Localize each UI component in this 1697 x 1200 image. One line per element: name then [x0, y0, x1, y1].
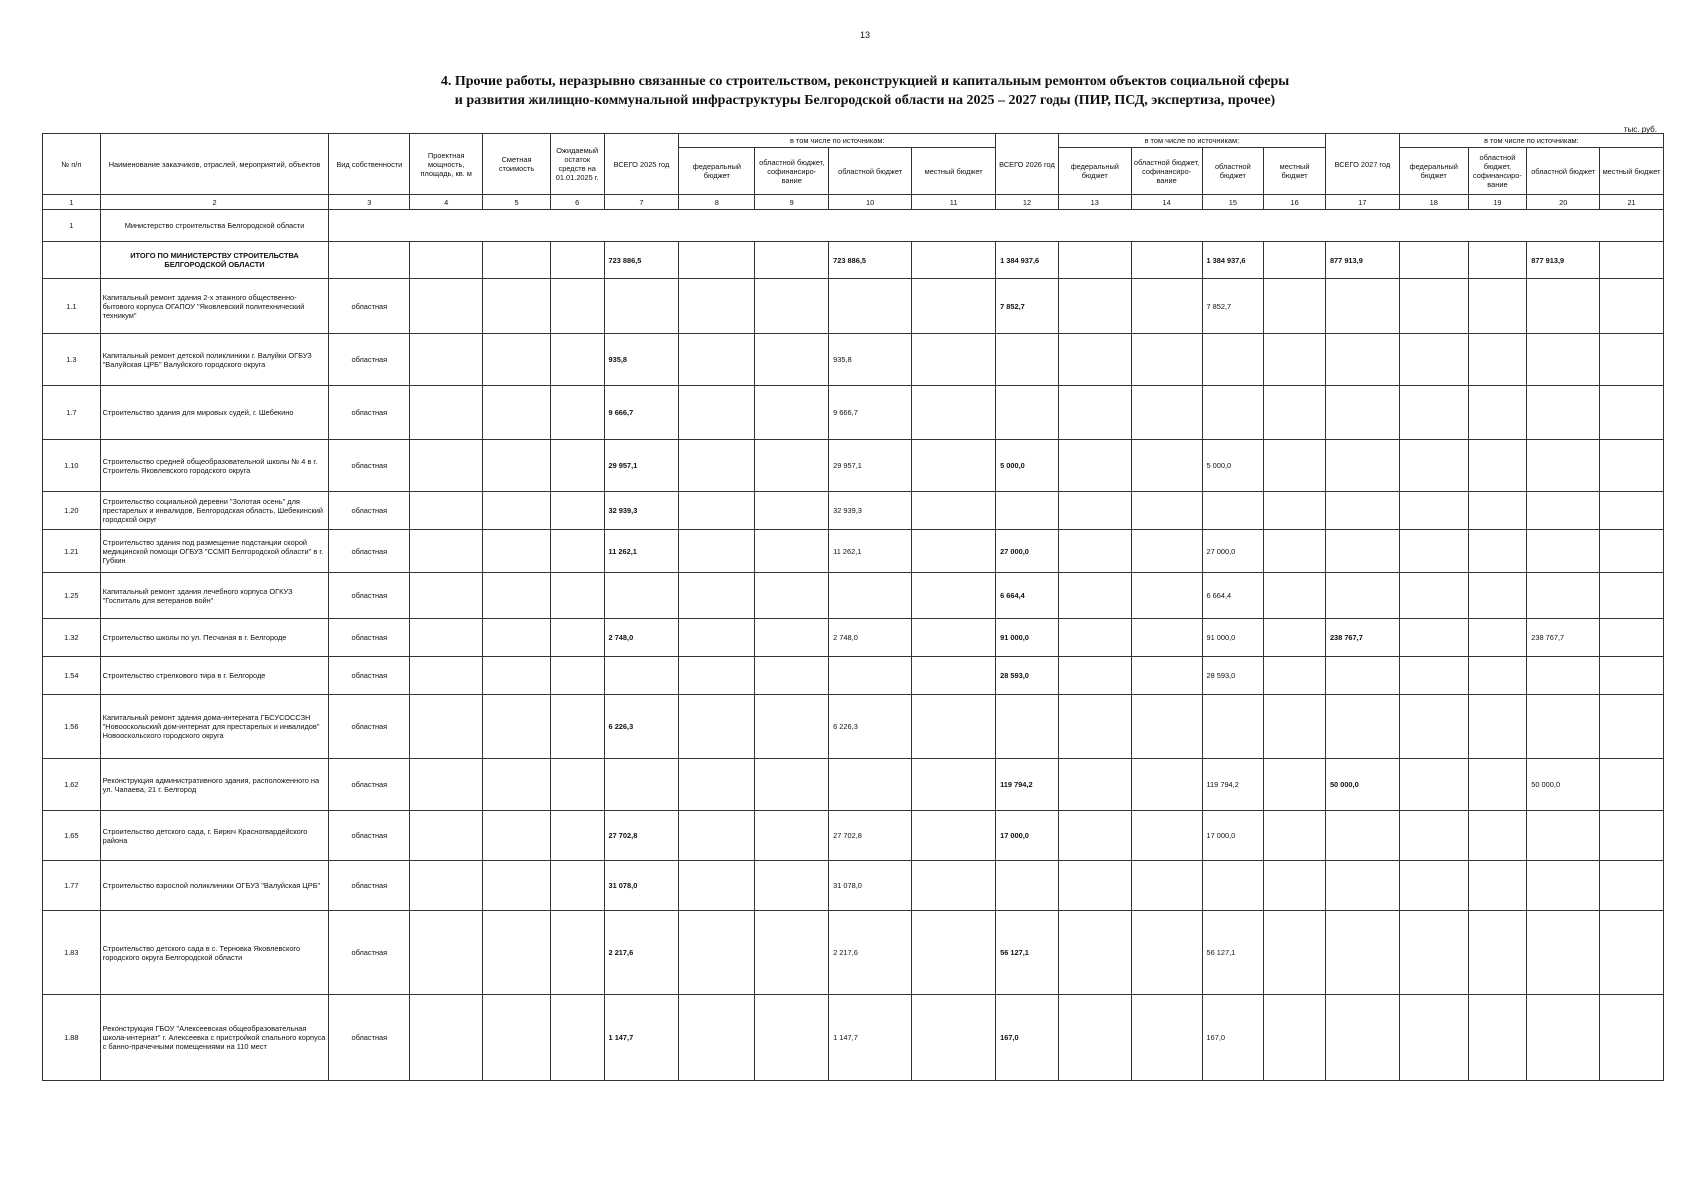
row-total-2026	[996, 386, 1059, 440]
header-cofin: областной бюджет, софинансиро-вание	[755, 148, 829, 195]
row-number: 1.62	[43, 759, 101, 811]
row-number: 1.83	[43, 911, 101, 995]
row-regional-2027	[1527, 492, 1600, 530]
row-regional-2026: 17 000,0	[1202, 811, 1264, 861]
row-regional-2025: 29 957,1	[829, 440, 912, 492]
ministry-empty	[329, 210, 1664, 242]
row-regional-2025: 2 217,6	[829, 911, 912, 995]
column-number: 9	[755, 195, 829, 210]
row-ownership: областная	[329, 695, 410, 759]
ministry-name: Министерство строительства Белгородской области	[100, 210, 329, 242]
column-number: 13	[1058, 195, 1131, 210]
table-body	[43, 195, 1664, 1081]
row-name: Капитальный ремонт здания 2-х этажного общественно-бытового корпуса ОГАПОУ "Яковлевский политехнический техникум"	[100, 279, 329, 334]
title-line-1: 4. Прочие работы, неразрывно связанные со строительством, реконструкцией и капитальным ремонтом объектов социальной сферы	[440, 74, 1290, 89]
row-total-2025: 2 748,0	[604, 619, 679, 657]
row-number: 1.7	[43, 386, 101, 440]
row-regional-2025: 9 666,7	[829, 386, 912, 440]
row-total-2026: 27 000,0	[996, 530, 1059, 573]
row-regional-2025: 11 262,1	[829, 530, 912, 573]
row-name: Капитальный ремонт здания лечебного корпуса ОГКУЗ "Госпиталь для ветеранов войн"	[100, 573, 329, 619]
row-regional-2027: 238 767,7	[1527, 619, 1600, 657]
row-total-2025: 11 262,1	[604, 530, 679, 573]
header-total-2027: ВСЕГО 2027 год	[1325, 134, 1399, 195]
row-total-2027: 238 767,7	[1325, 619, 1399, 657]
row-regional-2027	[1527, 440, 1600, 492]
column-number: 15	[1202, 195, 1264, 210]
table-row	[43, 995, 1664, 1081]
header-balance: Ожидаемый остаток средств на 01.01.2025 г.	[550, 134, 604, 195]
row-number: 1.20	[43, 492, 101, 530]
column-number: 8	[679, 195, 755, 210]
column-number: 10	[829, 195, 912, 210]
column-number: 17	[1325, 195, 1399, 210]
row-regional-2027	[1527, 811, 1600, 861]
row-regional-2025: 6 226,3	[829, 695, 912, 759]
page-title	[0, 72, 1697, 110]
row-total-2025: 935,8	[604, 334, 679, 386]
column-number-row	[43, 195, 1664, 210]
row-number: 1.56	[43, 695, 101, 759]
budget-table	[42, 133, 1664, 1081]
row-ownership: областная	[329, 279, 410, 334]
column-number: 19	[1468, 195, 1527, 210]
row-total-2025: 6 226,3	[604, 695, 679, 759]
table-row	[43, 619, 1664, 657]
row-total-2025: 32 939,3	[604, 492, 679, 530]
header-federal: федеральный бюджет	[1058, 148, 1131, 195]
row-total-2027	[1325, 811, 1399, 861]
row-regional-2027	[1527, 911, 1600, 995]
row-number: 1.10	[43, 440, 101, 492]
row-name: Капитальный ремонт детской поликлиники г. Валуйки ОГБУЗ "Валуйская ЦРБ" Валуйского городского округа	[100, 334, 329, 386]
header-local: местный бюджет	[912, 148, 996, 195]
title-line-2: и развития жилищно-коммунальной инфраструктуры Белгородской области на 2025 – 2027 годы (ПИР, ПСД, экспертиза, прочее)	[454, 93, 1276, 108]
row-total-2027	[1325, 530, 1399, 573]
row-regional-2027	[1527, 279, 1600, 334]
row-name: Капитальный ремонт здания дома-интерната ГБСУСОССЗН "Новооскольский дом-интернат для престарелых и инвалидов" Новооскольского городского округа	[100, 695, 329, 759]
total-2026-regional: 1 384 937,6	[1202, 242, 1264, 279]
row-regional-2025: 1 147,7	[829, 995, 912, 1081]
row-total-2026	[996, 492, 1059, 530]
header-ownership: Вид собственности	[329, 134, 410, 195]
row-total-2025	[604, 573, 679, 619]
row-total-2027: 50 000,0	[1325, 759, 1399, 811]
row-total-2027	[1325, 695, 1399, 759]
row-total-2025: 29 957,1	[604, 440, 679, 492]
row-total-2026: 6 664,4	[996, 573, 1059, 619]
row-regional-2026: 119 794,2	[1202, 759, 1264, 811]
table-row	[43, 334, 1664, 386]
table-row	[43, 573, 1664, 619]
row-total-2026	[996, 861, 1059, 911]
header-regional: областной бюджет	[1202, 148, 1264, 195]
row-regional-2026: 6 664,4	[1202, 573, 1264, 619]
row-total-2026: 56 127,1	[996, 911, 1059, 995]
row-name: Строительство детского сада в с. Терновка Яковлевского городского округа Белгородской области	[100, 911, 329, 995]
row-total-2027	[1325, 386, 1399, 440]
table-row	[43, 811, 1664, 861]
column-number: 4	[410, 195, 483, 210]
ministry-no: 1	[43, 210, 101, 242]
header-sources-2025: в том числе по источникам:	[679, 134, 996, 148]
row-total-2026	[996, 334, 1059, 386]
row-total-2025: 31 078,0	[604, 861, 679, 911]
row-name: Строительство средней общеобразовательной школы № 4 в г. Строитель Яковлевского городского округа	[100, 440, 329, 492]
row-regional-2025	[829, 573, 912, 619]
row-number: 1.32	[43, 619, 101, 657]
row-regional-2025: 31 078,0	[829, 861, 912, 911]
row-regional-2026: 91 000,0	[1202, 619, 1264, 657]
row-name: Строительство здания под размещение подстанции скорой медицинской помощи ОГБУЗ "ССМП Белгородской области" в г. Губкин	[100, 530, 329, 573]
header-regional: областной бюджет	[829, 148, 912, 195]
row-number: 1.25	[43, 573, 101, 619]
row-ownership: областная	[329, 911, 410, 995]
row-regional-2026: 56 127,1	[1202, 911, 1264, 995]
column-number: 1	[43, 195, 101, 210]
row-ownership: областная	[329, 657, 410, 695]
table-row	[43, 440, 1664, 492]
row-total-2026: 119 794,2	[996, 759, 1059, 811]
row-total-2025: 27 702,8	[604, 811, 679, 861]
row-total-2025	[604, 279, 679, 334]
row-regional-2027	[1527, 861, 1600, 911]
row-regional-2025: 2 748,0	[829, 619, 912, 657]
row-name: Строительство школы по ул. Песчаная в г. Белгороде	[100, 619, 329, 657]
row-name: Строительство стрелкового тира в г. Белгороде	[100, 657, 329, 695]
column-number: 7	[604, 195, 679, 210]
header-local: местный бюджет	[1264, 148, 1326, 195]
row-total-2027	[1325, 861, 1399, 911]
row-regional-2025	[829, 279, 912, 334]
column-number: 21	[1600, 195, 1664, 210]
header-estimate: Сметная стоимость	[483, 134, 551, 195]
column-number: 6	[550, 195, 604, 210]
row-ownership: областная	[329, 619, 410, 657]
row-name: Реконструкция административного здания, расположенного на ул. Чапаева, 21 г. Белгород	[100, 759, 329, 811]
row-regional-2027	[1527, 695, 1600, 759]
column-number: 16	[1264, 195, 1326, 210]
row-total-2026: 7 852,7	[996, 279, 1059, 334]
row-regional-2027	[1527, 334, 1600, 386]
row-ownership: областная	[329, 334, 410, 386]
row-total-2025	[604, 759, 679, 811]
row-total-2026: 91 000,0	[996, 619, 1059, 657]
row-regional-2027	[1527, 657, 1600, 695]
row-regional-2026: 5 000,0	[1202, 440, 1264, 492]
total-2025: 723 886,5	[604, 242, 679, 279]
table-row	[43, 386, 1664, 440]
row-total-2026: 28 593,0	[996, 657, 1059, 695]
header-name: Наименование заказчиков, отраслей, мероприятий, объектов	[100, 134, 329, 195]
row-name: Строительство социальной деревни "Золотая осень" для престарелых и инвалидов, Белгородская область, Шебекинский городской округ	[100, 492, 329, 530]
total-2027: 877 913,9	[1325, 242, 1399, 279]
column-number: 20	[1527, 195, 1600, 210]
row-total-2026	[996, 695, 1059, 759]
row-number: 1.88	[43, 995, 101, 1081]
row-number: 1.54	[43, 657, 101, 695]
row-total-2025	[604, 657, 679, 695]
row-total-2025: 2 217,6	[604, 911, 679, 995]
row-total-2027	[1325, 334, 1399, 386]
header-total-2026: ВСЕГО 2026 год	[996, 134, 1059, 195]
row-ownership: областная	[329, 861, 410, 911]
header-regional: областной бюджет	[1527, 148, 1600, 195]
row-ownership: областная	[329, 530, 410, 573]
row-total-2026: 17 000,0	[996, 811, 1059, 861]
row-regional-2027	[1527, 386, 1600, 440]
row-regional-2026	[1202, 386, 1264, 440]
row-total-2027	[1325, 279, 1399, 334]
header-local: местный бюджет	[1600, 148, 1664, 195]
row-regional-2027	[1527, 530, 1600, 573]
row-total-2026: 167,0	[996, 995, 1059, 1081]
row-name: Реконструкция ГБОУ "Алексеевская общеобразовательная школа-интернат" г. Алексеевка с пристройкой спального корпуса с банно-прачечными помещениями на 110 мест	[100, 995, 329, 1081]
row-ownership: областная	[329, 573, 410, 619]
header-cofin: областной бюджет, софинансиро-вание	[1468, 148, 1527, 195]
table-row	[43, 861, 1664, 911]
row-ownership: областная	[329, 759, 410, 811]
column-number: 5	[483, 195, 551, 210]
row-total-2026: 5 000,0	[996, 440, 1059, 492]
row-name: Строительство взрослой поликлиники ОГБУЗ "Валуйская ЦРБ"	[100, 861, 329, 911]
ministry-row	[43, 210, 1664, 242]
column-number: 12	[996, 195, 1059, 210]
column-number: 18	[1399, 195, 1468, 210]
unit-label: тыс. руб.	[1623, 125, 1657, 134]
row-total-2027	[1325, 492, 1399, 530]
header-sources-2026: в том числе по источникам:	[1058, 134, 1325, 148]
table-row	[43, 911, 1664, 995]
header-sources-2027: в том числе по источникам:	[1399, 134, 1663, 148]
column-number: 14	[1131, 195, 1202, 210]
row-ownership: областная	[329, 492, 410, 530]
page-number: 13	[859, 30, 870, 40]
row-ownership: областная	[329, 386, 410, 440]
header-federal: федеральный бюджет	[1399, 148, 1468, 195]
row-regional-2026: 28 593,0	[1202, 657, 1264, 695]
total-row	[43, 242, 1664, 279]
row-name: Строительство детского сада, г. Бирюч Красногвардейского района	[100, 811, 329, 861]
header-federal: федеральный бюджет	[679, 148, 755, 195]
column-number: 11	[912, 195, 996, 210]
row-number: 1.1	[43, 279, 101, 334]
row-number: 1.21	[43, 530, 101, 573]
row-ownership: областная	[329, 811, 410, 861]
row-number: 1.65	[43, 811, 101, 861]
row-ownership: областная	[329, 440, 410, 492]
table-row	[43, 530, 1664, 573]
total-2025-regional: 723 886,5	[829, 242, 912, 279]
header-total-2025: ВСЕГО 2025 год	[604, 134, 679, 195]
total-name: ИТОГО ПО МИНИСТЕРСТВУ СТРОИТЕЛЬСТВА БЕЛГОРОДСКОЙ ОБЛАСТИ	[100, 242, 329, 279]
total-2026: 1 384 937,6	[996, 242, 1059, 279]
row-ownership: областная	[329, 995, 410, 1081]
row-name: Строительство здания для мировых судей, г. Шебекино	[100, 386, 329, 440]
row-regional-2025: 935,8	[829, 334, 912, 386]
row-total-2027	[1325, 440, 1399, 492]
row-regional-2026	[1202, 492, 1264, 530]
row-total-2027	[1325, 995, 1399, 1081]
total-no	[43, 242, 101, 279]
table-row	[43, 279, 1664, 334]
table-row	[43, 492, 1664, 530]
row-total-2027	[1325, 657, 1399, 695]
row-number: 1.77	[43, 861, 101, 911]
header-cofin: областной бюджет, софинансиро-вание	[1131, 148, 1202, 195]
table-header	[43, 134, 1664, 195]
row-regional-2025: 32 939,3	[829, 492, 912, 530]
table-row	[43, 657, 1664, 695]
row-regional-2026: 167,0	[1202, 995, 1264, 1081]
row-regional-2026	[1202, 861, 1264, 911]
row-regional-2027	[1527, 573, 1600, 619]
row-regional-2025	[829, 657, 912, 695]
total-2027-regional: 877 913,9	[1527, 242, 1600, 279]
row-regional-2026	[1202, 695, 1264, 759]
column-number: 3	[329, 195, 410, 210]
row-regional-2025	[829, 759, 912, 811]
column-number: 2	[100, 195, 329, 210]
row-regional-2026	[1202, 334, 1264, 386]
row-regional-2026: 7 852,7	[1202, 279, 1264, 334]
table-row	[43, 759, 1664, 811]
row-number: 1.3	[43, 334, 101, 386]
header-no: № п/п	[43, 134, 101, 195]
row-regional-2027	[1527, 995, 1600, 1081]
row-total-2025: 9 666,7	[604, 386, 679, 440]
row-total-2025: 1 147,7	[604, 995, 679, 1081]
table-row	[43, 695, 1664, 759]
row-regional-2025: 27 702,8	[829, 811, 912, 861]
header-capacity: Проектная мощность, площадь, кв. м	[410, 134, 483, 195]
row-total-2027	[1325, 911, 1399, 995]
row-regional-2027: 50 000,0	[1527, 759, 1600, 811]
row-total-2027	[1325, 573, 1399, 619]
row-regional-2026: 27 000,0	[1202, 530, 1264, 573]
